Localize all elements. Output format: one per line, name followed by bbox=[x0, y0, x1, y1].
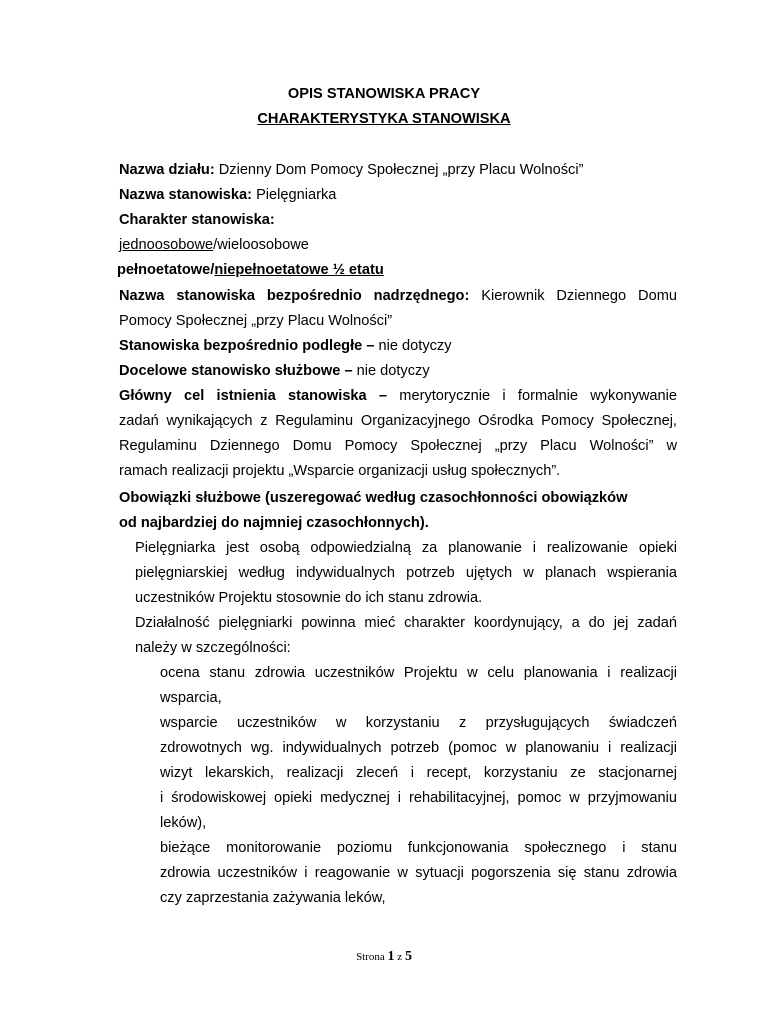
field-department bbox=[119, 161, 583, 179]
goal-value: merytorycznie i formalnie wykonywanie bbox=[387, 388, 677, 404]
department-value: Dzienny Dom Pomocy Społecznej „przy Placu Wolności” bbox=[214, 162, 584, 178]
item-2-line-3: wizyt lekarskich, realizacji zleceń i recept, korzystaniu ze stacjonarnej bbox=[160, 765, 677, 781]
footer-prefix: Strona bbox=[356, 951, 388, 963]
field-position bbox=[119, 186, 336, 204]
department-label: Nazwa działu: bbox=[119, 162, 215, 178]
duties-heading-1: Obowiązki służbowe (uszeregować według czasochłonności obowiązków bbox=[119, 490, 628, 506]
superior-line-1 bbox=[119, 287, 677, 305]
character-option-other: /wieloosobowe bbox=[213, 237, 309, 253]
item-1-line-1: ocena stanu zdrowia uczestników Projektu w celu planowania i realizacji bbox=[160, 665, 677, 681]
document-subtitle: CHARAKTERYSTYKA STANOWISKA bbox=[257, 111, 511, 127]
footer-current-page: 1 bbox=[387, 949, 395, 964]
target-label: Docelowe stanowisko służbowe – bbox=[119, 363, 353, 379]
superior-value: Kierownik Dziennego Domu bbox=[469, 288, 677, 304]
superior-line-2: Pomocy Społecznej „przy Placu Wolności” bbox=[119, 313, 393, 329]
paragraph-2-line-2: należy w szczególności: bbox=[135, 640, 291, 656]
character-option-selected: jednoosobowe bbox=[119, 237, 214, 253]
footer-separator: z bbox=[394, 951, 405, 963]
duties-heading-2: od najbardziej do najmniej czasochłonnych). bbox=[119, 515, 429, 531]
paragraph-1-line-1: Pielęgniarka jest osobą odpowiedzialną za planowanie i realizowanie opieki bbox=[135, 540, 677, 556]
goal-line-1 bbox=[119, 387, 677, 405]
superior-label: Nazwa stanowiska bezpośrednio nadrzędnego: bbox=[119, 288, 470, 304]
position-value: Pielęgniarka bbox=[252, 187, 337, 203]
item-1-line-2: wsparcia, bbox=[160, 690, 222, 706]
document-title: OPIS STANOWISKA PRACY bbox=[287, 86, 481, 102]
field-subordinate bbox=[119, 337, 452, 355]
goal-line-4: ramach realizacji projektu „Wsparcie organizacji usług społecznych”. bbox=[119, 463, 561, 479]
character-options bbox=[119, 236, 309, 254]
time-option-other: pełnoetatowe/ bbox=[117, 262, 215, 278]
position-label: Nazwa stanowiska: bbox=[119, 187, 253, 203]
item-2-line-2: zdrowotnych wg. indywidualnych potrzeb (pomoc w planowaniu i realizacji bbox=[160, 740, 677, 756]
goal-line-2: zadań wynikających z Regulaminu Organizacyjnego Ośrodka Pomocy Społecznej, bbox=[119, 413, 677, 429]
item-3-line-1: bieżące monitorowanie poziomu funkcjonowania społecznego i stanu bbox=[160, 840, 677, 856]
paragraph-1-line-3: uczestników Projektu stosownie do ich stanu zdrowia. bbox=[135, 590, 483, 606]
time-options bbox=[117, 261, 384, 279]
item-2-line-1: wsparcie uczestników w korzystaniu z przysługujących świadczeń bbox=[160, 715, 677, 731]
goal-line-3: Regulaminu Dziennego Domu Pomocy Społecznej „przy Placu Wolności” w bbox=[119, 438, 677, 454]
item-3-line-3: czy zaprzestania zażywania leków, bbox=[160, 890, 386, 906]
footer-total-pages: 5 bbox=[404, 949, 412, 964]
target-value: nie dotyczy bbox=[352, 363, 430, 379]
character-label: Charakter stanowiska: bbox=[119, 212, 275, 228]
item-2-line-4: i środowiskowej opieki medycznej i rehabilitacyjnej, pomoc w przyjmowaniu bbox=[160, 790, 677, 806]
page-footer bbox=[0, 949, 768, 965]
paragraph-2-line-1: Działalność pielęgniarki powinna mieć charakter koordynujący, a do jej zadań bbox=[135, 615, 677, 631]
subordinate-label: Stanowiska bezpośrednio podległe – bbox=[119, 338, 375, 354]
item-2-line-5: leków), bbox=[160, 815, 207, 831]
subordinate-value: nie dotyczy bbox=[374, 338, 452, 354]
time-option-selected: niepełnoetatowe ½ etatu bbox=[214, 262, 384, 278]
field-target bbox=[119, 362, 430, 380]
goal-label: Główny cel istnienia stanowiska – bbox=[119, 388, 388, 404]
paragraph-1-line-2: pielęgniarskiej według indywidualnych potrzeb ujętych w planach wspierania bbox=[135, 565, 677, 581]
item-3-line-2: zdrowia uczestników i reagowanie w sytuacji pogorszenia się stanu zdrowia bbox=[160, 865, 677, 881]
